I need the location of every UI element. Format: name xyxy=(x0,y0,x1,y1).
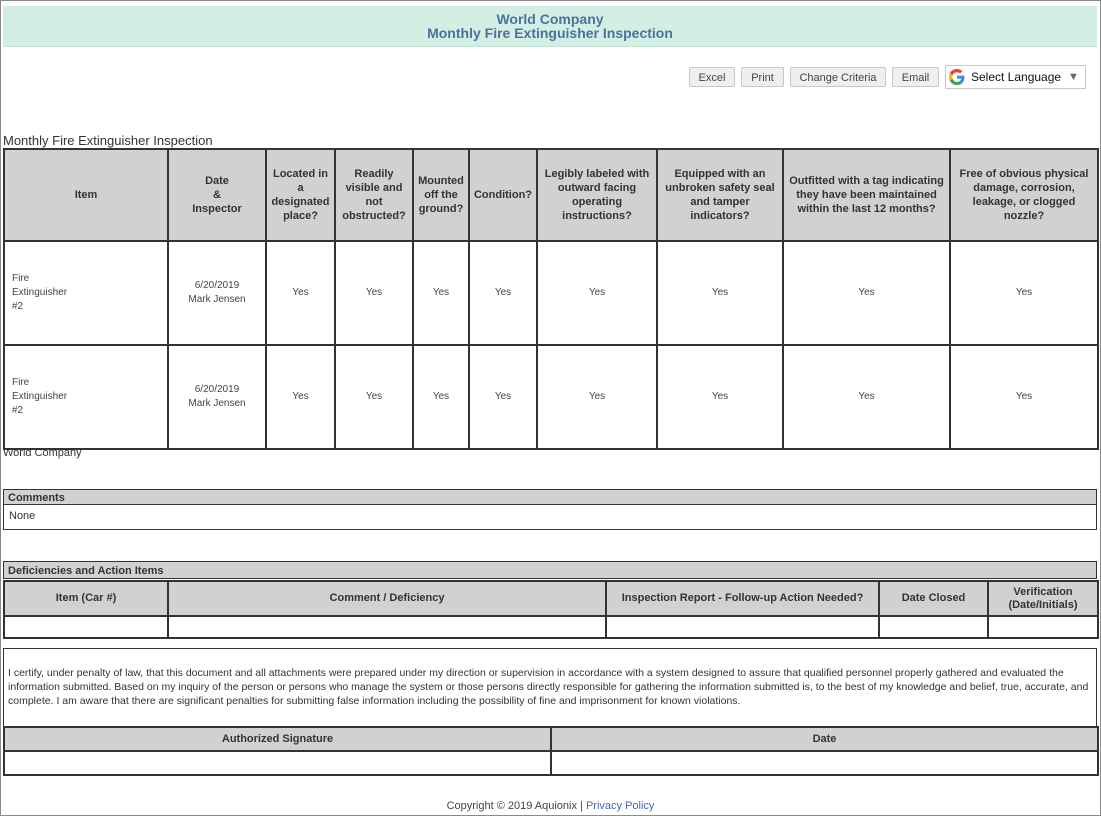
item-line: Extinguisher xyxy=(12,391,68,402)
page-title: Monthly Fire Extinguisher Inspection xyxy=(427,25,673,41)
col-item: Item xyxy=(4,149,168,241)
empty-cell xyxy=(4,616,168,638)
authorized-signature-label: Authorized Signature xyxy=(4,727,551,751)
col-item-car: Item (Car #) xyxy=(4,581,168,616)
col-verification-line2: (Date/Initials) xyxy=(1008,598,1078,611)
comments-value: None xyxy=(3,505,1097,530)
table-row xyxy=(4,241,1098,345)
certification-text: I certify, under penalty of law, that this document and all attachments were prepared under my direction or supervision in accordance with a system designed to assure that qualified personnel properly gathered and evaluated the information submitted. Based on my inquiry of the person or persons who manage the system or those persons directly responsible for gathering the information submitted is, to the best of my knowledge and belief, true, accurate, and complete. I am aware that there are significant penalties for submitting false information including the possibility of fine and imprisonment for known violations. xyxy=(3,648,1097,728)
table-header-row xyxy=(4,149,1098,241)
col-date-line2: & xyxy=(213,189,221,201)
visible-cell: Yes xyxy=(335,241,413,345)
tagged-cell: Yes xyxy=(783,241,950,345)
located-cell: Yes xyxy=(266,241,335,345)
col-verification xyxy=(988,581,1098,616)
col-condition: Condition? xyxy=(469,149,537,241)
company-footnote: World Company xyxy=(3,447,82,459)
comments-section xyxy=(3,489,1097,530)
located-cell: Yes xyxy=(266,345,335,449)
email-button[interactable]: Email xyxy=(892,67,939,87)
item-line: #2 xyxy=(12,405,24,416)
empty-cell xyxy=(988,616,1098,638)
google-icon xyxy=(949,69,965,85)
deficiencies-title: Deficiencies and Action Items xyxy=(3,561,1097,579)
col-followup: Inspection Report - Follow-up Action Needed? xyxy=(606,581,879,616)
date-value: 6/20/2019 xyxy=(194,384,240,395)
comments-title: Comments xyxy=(3,489,1097,505)
inspection-table xyxy=(3,148,1099,450)
print-button[interactable]: Print xyxy=(741,67,784,87)
condition-cell: Yes xyxy=(469,241,537,345)
tagged-cell: Yes xyxy=(783,345,950,449)
sealed-cell: Yes xyxy=(657,241,783,345)
excel-button[interactable]: Excel xyxy=(689,67,735,87)
signature-date-label: Date xyxy=(551,727,1098,751)
date-inspector-cell xyxy=(168,241,266,345)
sealed-cell: Yes xyxy=(657,345,783,449)
condition-cell: Yes xyxy=(469,345,537,449)
dropdown-arrow-icon: ▼ xyxy=(1068,71,1079,83)
privacy-policy-link[interactable]: Privacy Policy xyxy=(585,800,655,812)
date-value: 6/20/2019 xyxy=(194,280,240,291)
empty-cell xyxy=(879,616,988,638)
signature-header-row xyxy=(4,727,1098,751)
item-line: #2 xyxy=(12,301,24,312)
mounted-cell: Yes xyxy=(413,241,469,345)
item-cell xyxy=(4,345,168,449)
inspector-value: Mark Jensen xyxy=(188,398,246,409)
visible-cell: Yes xyxy=(335,345,413,449)
col-date-line1: Date xyxy=(205,175,229,187)
inspector-value: Mark Jensen xyxy=(188,294,246,305)
col-sealed: Equipped with an unbroken safety seal and tamper indicators? xyxy=(657,149,783,241)
empty-cell xyxy=(606,616,879,638)
col-mounted: Mounted off the ground? xyxy=(413,149,469,241)
col-date-inspector xyxy=(168,149,266,241)
signature-date-cell xyxy=(551,751,1098,775)
item-line: Extinguisher xyxy=(12,287,68,298)
damage-cell: Yes xyxy=(950,345,1098,449)
item-cell xyxy=(4,241,168,345)
col-date-closed: Date Closed xyxy=(879,581,988,616)
language-select[interactable] xyxy=(945,65,1086,89)
signature-cell xyxy=(4,751,551,775)
signature-table xyxy=(3,726,1099,776)
report-header xyxy=(3,6,1097,47)
table-row xyxy=(4,616,1098,638)
damage-cell: Yes xyxy=(950,241,1098,345)
copyright-text: Copyright © 2019 Aquionix | xyxy=(446,800,583,812)
col-comment: Comment / Deficiency xyxy=(168,581,606,616)
mounted-cell: Yes xyxy=(413,345,469,449)
deficiencies-table xyxy=(3,580,1099,639)
footer xyxy=(1,800,1100,812)
labeled-cell: Yes xyxy=(537,241,657,345)
col-verification-line1: Verification xyxy=(1013,585,1073,598)
table-row xyxy=(4,345,1098,449)
col-damage: Free of obvious physical damage, corrosion, leakage, or clogged nozzle? xyxy=(950,149,1098,241)
deficiencies-section xyxy=(3,561,1097,579)
section-title: Monthly Fire Extinguisher Inspection xyxy=(3,133,213,148)
col-visible: Readily visible and not obstructed? xyxy=(335,149,413,241)
empty-cell xyxy=(168,616,606,638)
col-date-line3: Inspector xyxy=(192,203,242,215)
table-row xyxy=(4,751,1098,775)
col-located: Located in a designated place? xyxy=(266,149,335,241)
company-name: World Company xyxy=(496,11,604,27)
labeled-cell: Yes xyxy=(537,345,657,449)
item-line: Fire xyxy=(12,377,30,388)
date-inspector-cell xyxy=(168,345,266,449)
item-line: Fire xyxy=(12,273,30,284)
col-tagged: Outfitted with a tag indicating they have been maintained within the last 12 months? xyxy=(783,149,950,241)
change-criteria-button[interactable]: Change Criteria xyxy=(790,67,886,87)
deficiencies-header-row xyxy=(4,581,1098,616)
language-label: Select Language xyxy=(971,70,1062,84)
col-labeled: Legibly labeled with outward facing operating instructions? xyxy=(537,149,657,241)
